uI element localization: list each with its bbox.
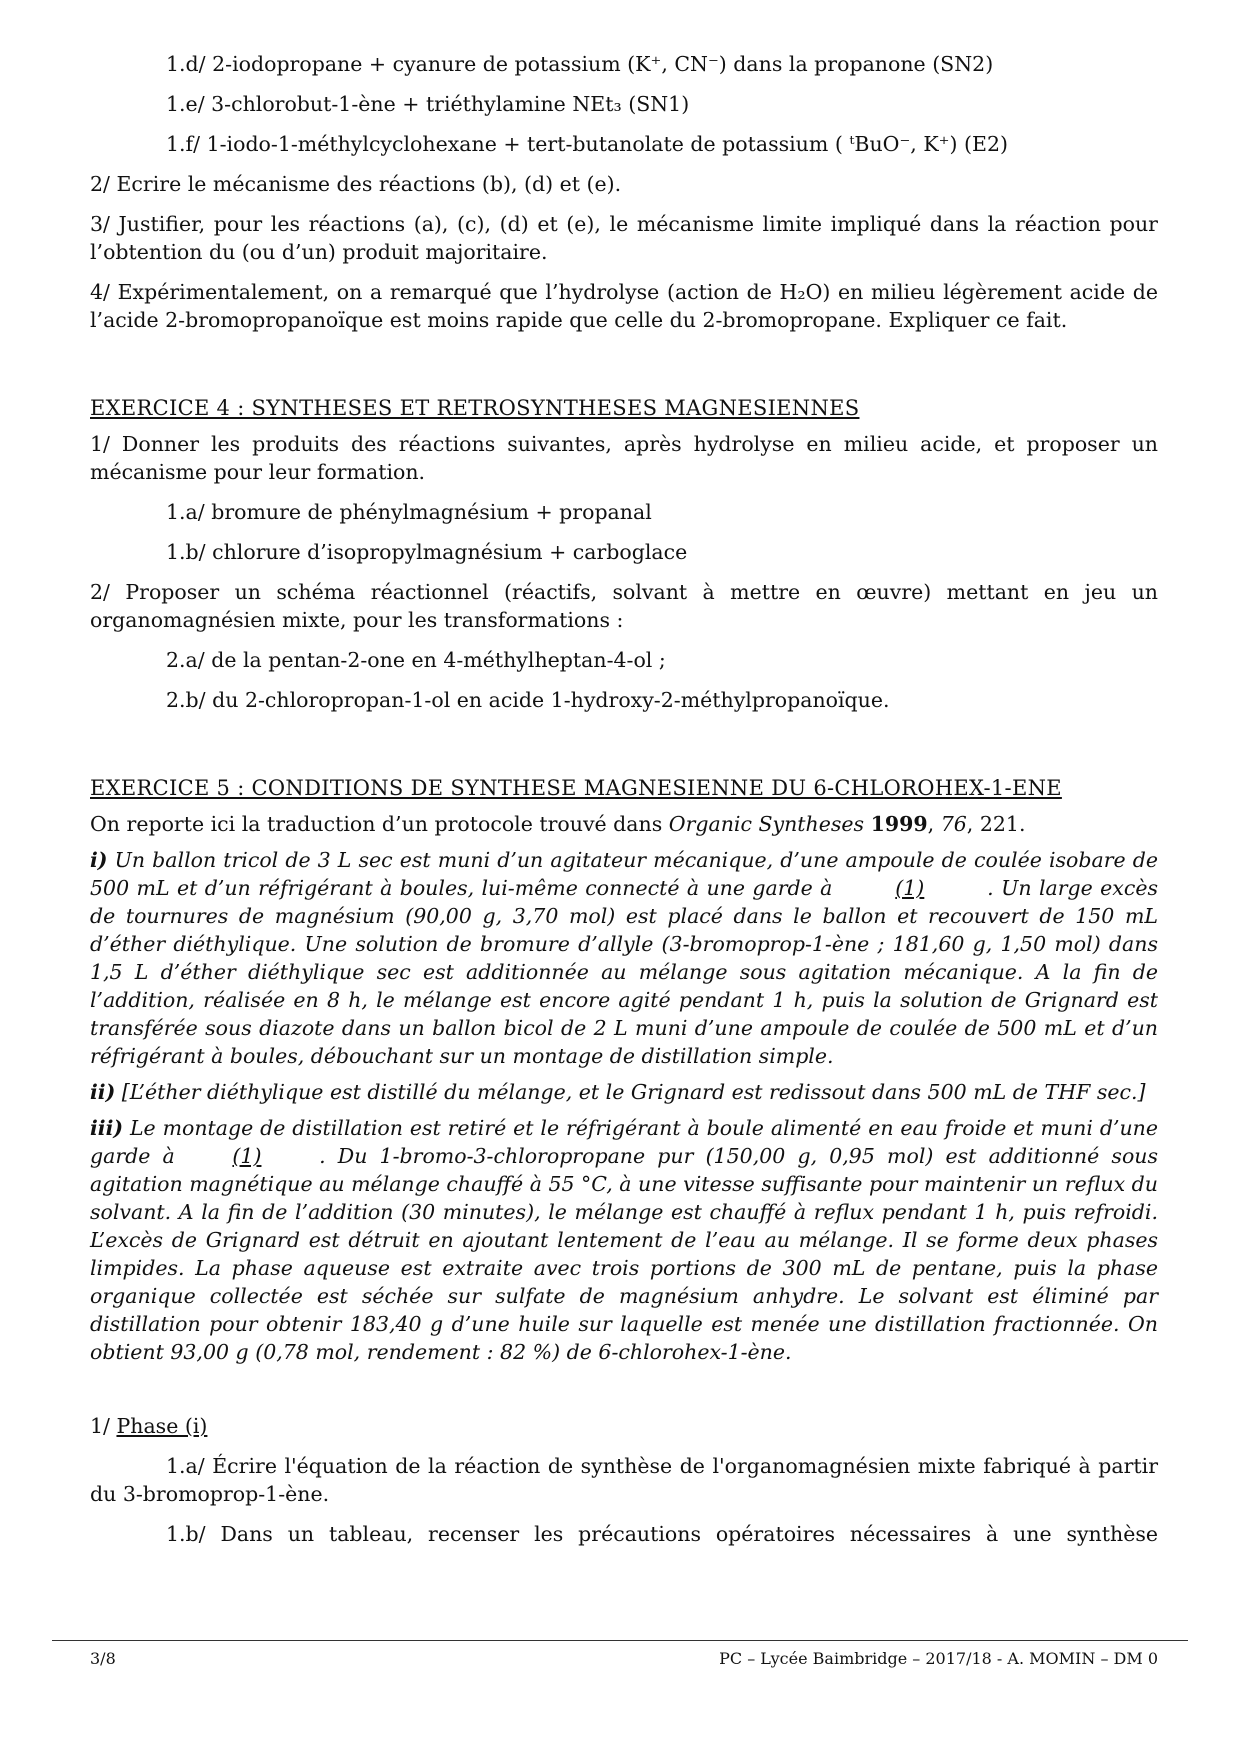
step-i-label: i): [90, 848, 108, 872]
ex5-question-1: [90, 1412, 1158, 1440]
ex5-q1-prefix: 1/: [90, 1414, 117, 1438]
ex3-question-4: 4/ Expérimentalement, on a remarqué que l’hydrolyse (action de H₂O) en milieu légèrement acide de l’acide 2-bromopropanoïque est moins rapide que celle du 2-bromopropane. Expliquer ce fait.: [90, 280, 1158, 332]
step-iii-text-b: . Du 1-bromo-3-chloropropane pur (150,00 g, 0,95 mol) est additionné sous agitation magnétique au mélange chauffé à 55 °C, à une vitesse suffisante pour maintenir un reflux du solvant. A la fin de l’addition (30 minutes), le mélange est chauffé à reflux pendant 1 h, puis refroidi. L’excès de Grignard est détruit en ajoutant lentement de l’eau au mélange. Il se forme deux phases limpides. La phase aqueuse est extraite avec trois portions de 300 mL de pentane, puis la phase organique collectée est séchée sur sulfate de magnésium anhydre. Le solvant est éliminé par distillation pour obtenir 183,40 g d’une huile sur laquelle est menée une distillation fractionnée. On obtient 93,00 g (0,78 mol, rendement : 82 %) de 6-chlorohex-1-ène.: [90, 1144, 1159, 1364]
ex4-question-2b: 2.b/ du 2-chloropropan-1-ol en acide 1-hydroxy-2-méthylpropanoïque.: [166, 688, 890, 712]
footer-divider: [52, 1640, 1188, 1641]
ex4-question-1b: 1.b/ chlorure d’isopropylmagnésium + carboglace: [166, 540, 688, 564]
footer-course-info: PC – Lycée Baimbridge – 2017/18 - A. MOMIN – DM 0: [719, 1649, 1158, 1668]
step-i-text-b: . Un large excès de tournures de magnésium (90,00 g, 3,70 mol) est placé dans le ballon et recouvert de 150 mL d’éther diéthylique. Une solution de bromure d’allyle (3-bromoprop-1-ène ; 181,60 g, 1,50 mol) dans 1,5 L d’éther diéthylique sec est additionnée au mélange sous agitation mécanique. A la fin de l’addition, réalisée en 8 h, le mélange est encore agité pendant 1 h, puis la solution de Grignard est transférée sous diazote dans un ballon bicol de 2 L muni d’une ampoule de coulée de 500 mL et d’un réfrigérant à boules, débouchant sur un montage de distillation simple.: [90, 876, 1158, 1068]
ex5-protocol-step-iii: [90, 1114, 1158, 1366]
page-number: 3/8: [90, 1649, 116, 1668]
ex5-volume: 76: [940, 812, 967, 836]
ex4-question-2: 2/ Proposer un schéma réactionnel (réactifs, solvant à mettre en œuvre) mettant en jeu un organomagnésien mixte, pour les transformations :: [90, 580, 1158, 632]
ex4-title: EXERCICE 4 : SYNTHESES ET RETROSYNTHESES MAGNESIENNES: [90, 396, 860, 420]
ex5-question-1b: 1.b/ Dans un tableau, recenser les précautions opératoires nécessaires à une synthèse: [166, 1522, 1158, 1546]
ex5-protocol-step-ii: [90, 1078, 1158, 1106]
document-page: [90, 50, 1158, 1548]
ex3-question-3: 3/ Justifier, pour les réactions (a), (c), (d) et (e), le mécanisme limite impliqué dans la réaction pour l’obtention du (ou d’un) produit majoritaire.: [90, 212, 1158, 264]
ex3-item-e: 1.e/ 3-chlorobut-1-ène + triéthylamine NEt₃ (SN1): [166, 92, 690, 116]
blank-1-second: (1): [232, 1144, 262, 1168]
ex5-question-1a: 1.a/ Écrire l'équation de la réaction de synthèse de l'organomagnésien mixte fabriqué à partir du 3-bromoprop-1-ène.: [90, 1454, 1158, 1506]
step-i-text-a: Un ballon tricol de 3 L sec est muni d’un agitateur mécanique, d’une ampoule de coulée isobare de 500 mL et d’un réfrigérant à boules, lui-même connecté à une garde à: [90, 848, 1158, 900]
step-iii-label: iii): [90, 1116, 124, 1140]
step-ii-label: ii): [90, 1080, 116, 1104]
ex5-title: EXERCICE 5 : CONDITIONS DE SYNTHESE MAGNESIENNE DU 6-CHLOROHEX-1-ENE: [90, 776, 1062, 800]
ex4-question-1a: 1.a/ bromure de phénylmagnésium + propanal: [166, 500, 652, 524]
ex5-intro: On reporte ici la traduction d’un protocole trouvé dans Organic Syntheses 1999, 76, 221.: [90, 812, 1026, 836]
ex5-year: 1999: [870, 812, 928, 836]
ex3-item-d: 1.d/ 2-iodopropane + cyanure de potassium (K⁺, CN⁻) dans la propanone (SN2): [166, 52, 994, 76]
ex3-question-2: 2/ Ecrire le mécanisme des réactions (b), (d) et (e).: [90, 172, 622, 196]
ex3-item-f: 1.f/ 1-iodo-1-méthylcyclohexane + tert-butanolate de potassium ( ᵗBuO⁻, K⁺) (E2): [166, 132, 1008, 156]
step-ii-text: [L’éther diéthylique est distillé du mélange, et le Grignard est redissout dans 500 mL de THF sec.]: [115, 1080, 1146, 1104]
step-iii-text-a: Le montage de distillation est retiré et le réfrigérant à boule alimenté en eau froide et muni d’une garde à: [90, 1116, 1158, 1168]
ex5-journal: Organic Syntheses: [668, 812, 865, 836]
ex4-question-2a: 2.a/ de la pentan-2-one en 4-méthylheptan-4-ol ;: [166, 648, 666, 672]
blank-1: (1): [895, 876, 925, 900]
ex5-protocol-step-i: [90, 846, 1158, 1070]
ex4-question-1: 1/ Donner les produits des réactions suivantes, après hydrolyse en milieu acide, et proposer un mécanisme pour leur formation.: [90, 432, 1158, 484]
ex5-page-ref: , 221.: [966, 812, 1026, 836]
ex5-intro-text: On reporte ici la traduction d’un protocole trouvé dans: [90, 812, 669, 836]
ex5-q1-phase: Phase (i): [116, 1414, 208, 1438]
